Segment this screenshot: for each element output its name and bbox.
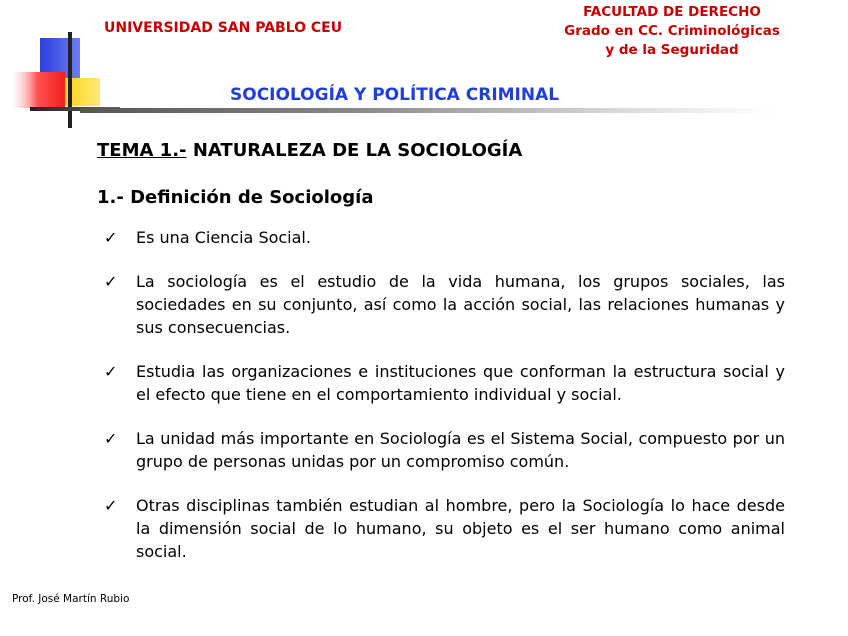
checkmark-icon: ✓ — [104, 496, 118, 515]
header-divider — [80, 108, 770, 113]
list-item-text: Otras disciplinas también estudian al hombre, pero la Sociología lo hace desde la dimensión social de lo humano, su objeto es el ser humano como animal social. — [136, 496, 785, 561]
list-item-text: Estudia las organizaciones e instituciones que conforman la estructura social y el efecto que tiene en el comportamiento individual y social. — [136, 362, 785, 404]
list-item — [100, 494, 785, 563]
faculty-line: FACULTAD DE DERECHO — [583, 4, 761, 20]
list-item — [100, 226, 785, 249]
list-item — [100, 270, 785, 339]
checkmark-icon: ✓ — [104, 362, 118, 381]
checkmark-icon: ✓ — [104, 272, 118, 291]
list-item — [100, 427, 785, 473]
list-item-text: La unidad más importante en Sociología es el Sistema Social, compuesto por un grupo de personas unidas por un compromiso común. — [136, 429, 785, 471]
section-heading: 1.- Definición de Sociología — [97, 187, 374, 208]
list-item — [100, 360, 785, 406]
topic-heading — [97, 140, 522, 161]
topic-number: TEMA 1.- — [97, 140, 187, 161]
university-name: UNIVERSIDAD SAN PABLO CEU — [104, 20, 343, 36]
course-title: SOCIOLOGÍA Y POLÍTICA CRIMINAL — [230, 85, 560, 105]
footer-author: Prof. José Martín Rubio — [12, 593, 130, 605]
faculty-line: Grado en CC. Criminológicas — [564, 23, 780, 39]
logo-vertical-bar — [68, 32, 72, 128]
checkmark-icon: ✓ — [104, 429, 118, 448]
list-item-text: Es una Ciencia Social. — [136, 228, 311, 247]
bullet-list — [100, 226, 785, 584]
logo-red-square — [10, 72, 65, 108]
list-item-text: La sociología es el estudio de la vida humana, los grupos sociales, las sociedades en su conjunto, así como la acción social, las relaciones humanas y sus consecuencias. — [136, 272, 785, 337]
logo-yellow-square — [60, 78, 100, 106]
slide-logo-decoration — [0, 0, 120, 140]
checkmark-icon: ✓ — [104, 228, 118, 247]
faculty-block — [542, 3, 802, 60]
topic-title: NATURALEZA DE LA SOCIOLOGÍA — [192, 140, 523, 161]
faculty-line: y de la Seguridad — [605, 42, 739, 58]
